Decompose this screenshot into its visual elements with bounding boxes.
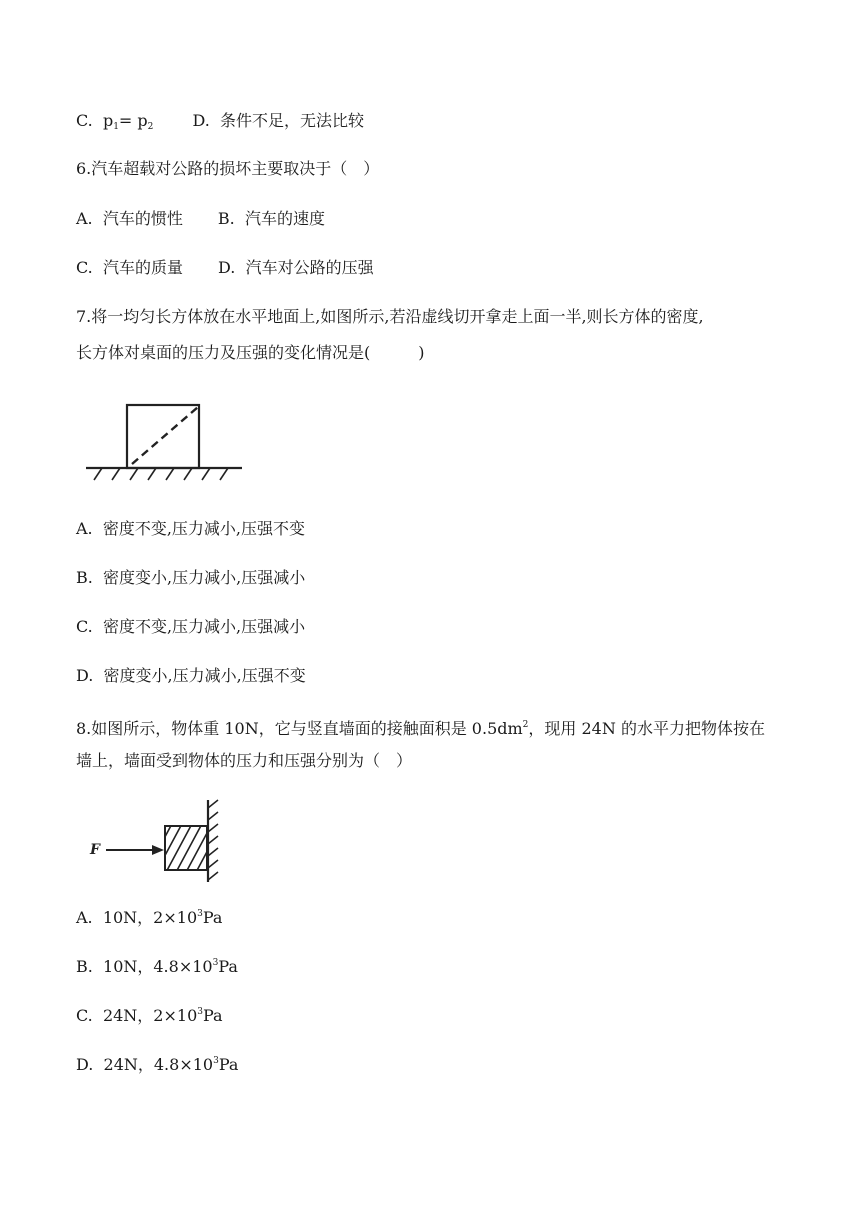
q5-option-d-text: 条件不足，无法比较 — [220, 111, 365, 130]
q6-options-cd: C. 汽车的质量 D. 汽车对公路的压强 — [76, 258, 374, 277]
q6-option-b: 汽车的速度 — [244, 209, 325, 228]
q5-option-c-text: $p_1= p_2$ — [102, 111, 154, 132]
q8-stem-line1: 8.如图所示，物体重 10N，它与竖直墙面的接触面积是 $0.5dm^2$，现用 24N 的水平力把物体按在 — [76, 719, 765, 738]
q6-options-ab: A. 汽车的惯性 B. 汽车的速度 — [76, 209, 325, 228]
ground-hatch — [94, 468, 228, 480]
cut-dashed-line — [132, 407, 198, 464]
q5-option-d-label: D. — [192, 111, 210, 130]
q8-option-b: B. 10N，$4.8\times 10^3Pa$ — [76, 957, 238, 976]
force-arrow-head — [152, 845, 164, 855]
q6-stem: 6.汽车超载对公路的损坏主要取决于（ ） — [76, 159, 380, 178]
q7-figure-cuboid — [80, 398, 250, 484]
q8-option-a: A. 10N，$2\times 10^3Pa$ — [76, 908, 223, 927]
q5-option-c-label: C. — [76, 111, 93, 130]
q7-stem-line1: 7.将一均匀长方体放在水平地面上,如图所示,若沿虚线切开拿走上面一半,则长方体的密度, — [76, 307, 704, 326]
q8-stem-line2: 墙上，墙面受到物体的压力和压强分别为（ ） — [76, 751, 413, 770]
q6-option-a: 汽车的惯性 — [102, 209, 183, 228]
wall-hatch — [208, 800, 218, 880]
q6-option-c: 汽车的质量 — [102, 258, 183, 277]
q7-option-d: D. 密度变小,压力减小,压强不变 — [76, 666, 306, 685]
q7-option-a: A. 密度不变,压力减小,压强不变 — [76, 519, 305, 538]
q8-option-c: C. 24N，$2\times 10^3Pa$ — [76, 1006, 223, 1025]
q8-figure-wall-block — [84, 796, 234, 882]
q6-option-d: 汽车对公路的压强 — [245, 258, 374, 277]
q8-option-d: D. 24N，$4.8\times 10^3Pa$ — [76, 1055, 239, 1074]
q5-options-cd — [76, 110, 364, 138]
q7-option-b: B. 密度变小,压力减小,压强减小 — [76, 568, 306, 587]
q7-option-c: C. 密度不变,压力减小,压强减小 — [76, 617, 306, 636]
force-label: F — [90, 842, 100, 858]
q7-stem-line2: 长方体对桌面的压力及压强的变化情况是( ) — [76, 343, 425, 362]
